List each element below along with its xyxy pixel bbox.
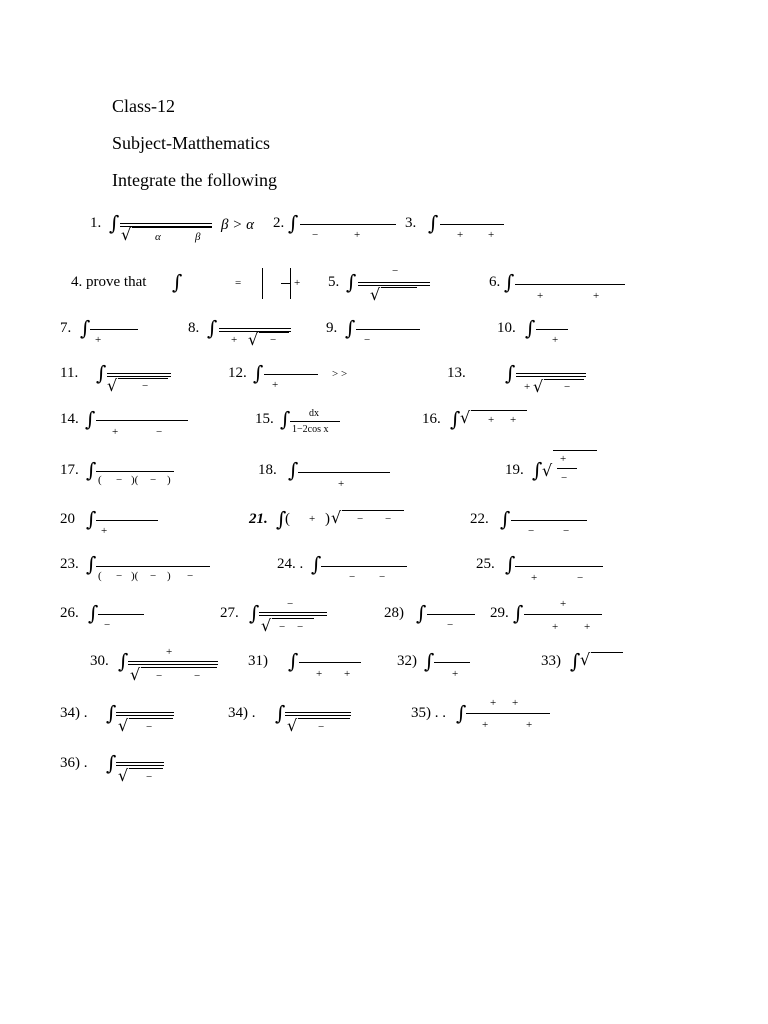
problem-13-minus: − [564, 381, 571, 393]
problem-18-number: 18. [258, 462, 277, 478]
problem-24-number: 24. . [277, 556, 304, 572]
problem-18-fraction-bar [298, 472, 390, 473]
problem-28-integral: ∫ [416, 601, 427, 625]
problem-15-denominator: 1−2cos x [292, 424, 329, 435]
problem-20-plus: + [101, 525, 108, 537]
problem-16-integral: ∫ [450, 407, 461, 431]
problem-19-minus: − [561, 472, 568, 484]
problem-19-plus: + [560, 453, 567, 465]
problem-14-minus: − [156, 426, 163, 438]
problem-11-sqrt: √ [107, 376, 118, 395]
problem-9-minus: − [364, 334, 371, 346]
problem-34a-sqrt: √ [118, 716, 129, 735]
problem-26-integral: ∫ [88, 601, 99, 625]
problem-32-number: 32) [397, 653, 417, 669]
problem-7-integral: ∫ [80, 316, 91, 340]
problem-7-number: 7. [60, 320, 72, 336]
problem-30-sqrt-bar [141, 667, 217, 668]
problem-9-number: 9. [326, 320, 338, 336]
problem-36-sqrt: √ [118, 766, 129, 785]
problem-16-number: 16. [422, 411, 441, 427]
problem-5-sqrt: √ [370, 285, 381, 304]
problem-29-integral: ∫ [513, 601, 524, 625]
class-heading: Class-12 [112, 96, 175, 116]
problem-21-minus-2: − [385, 513, 392, 525]
problem-35-number: 35) . . [411, 705, 446, 721]
problem-31-plus-2: + [344, 668, 351, 680]
problem-34b-sqrt-bar [298, 718, 350, 719]
problem-21-sqrt-bar [342, 510, 404, 511]
problem-32-integral: ∫ [424, 649, 435, 673]
problem-25-minus: − [577, 572, 584, 584]
problem-32-plus: + [452, 668, 459, 680]
problem-17-mid-paren: )( [131, 474, 139, 486]
problem-4-abs-right [290, 268, 291, 299]
problem-1-sqrt: √ [121, 225, 132, 244]
problem-31-plus-1: + [316, 668, 323, 680]
problem-31-fraction-bar [299, 662, 361, 663]
problem-23-integral: ∫ [86, 552, 97, 576]
problem-23-close-paren: ) [167, 570, 171, 582]
problem-25-plus: + [531, 572, 538, 584]
problem-20-integral: ∫ [86, 507, 97, 531]
problem-8-sqrt: √ [248, 330, 259, 349]
problem-29-plus-1: + [552, 621, 559, 633]
problem-21-sqrt: √ [331, 508, 342, 527]
problem-17-fraction-bar [96, 471, 174, 472]
problem-16-plus-2: + [510, 414, 517, 426]
problem-30-fraction-bar [128, 661, 218, 665]
problem-23-mid-paren: )( [131, 570, 139, 582]
problem-36-sqrt-bar [129, 768, 163, 769]
problem-36-number: 36) . [60, 755, 88, 771]
problem-26-minus: − [104, 619, 111, 631]
problem-28-minus: − [447, 619, 454, 631]
problem-29-plus-2: + [584, 621, 591, 633]
problem-19-integral: ∫ [532, 458, 543, 482]
problem-10-fraction-bar [536, 329, 568, 330]
problem-12-condition: > > [332, 368, 348, 380]
problem-34b-integral: ∫ [275, 701, 286, 725]
problem-28-number: 28) [384, 605, 404, 621]
problem-27-integral: ∫ [249, 601, 260, 625]
problem-27-sqrt: √ [261, 616, 272, 635]
problem-10-number: 10. [497, 320, 516, 336]
problem-17-open-paren: ( [98, 474, 102, 486]
problem-17-minus-2: − [150, 474, 157, 486]
problem-5-fraction-bar [358, 282, 430, 286]
problem-11-integral: ∫ [96, 361, 107, 385]
problem-12-plus: + [272, 379, 279, 391]
problem-2-number: 2. [273, 215, 285, 231]
problem-2-minus: − [312, 229, 319, 241]
problem-17-integral: ∫ [86, 458, 97, 482]
problem-7-plus: + [95, 334, 102, 346]
problem-9-integral: ∫ [345, 316, 356, 340]
problem-3-number: 3. [405, 215, 417, 231]
problem-2-plus: + [354, 229, 361, 241]
problem-19-sqrt-bar [553, 450, 597, 451]
problem-21-plus: + [309, 513, 316, 525]
problem-15-fraction-bar [290, 421, 340, 422]
problem-4-equals: = [235, 277, 242, 289]
problem-26-number: 26. [60, 605, 79, 621]
problem-21-minus-1: − [357, 513, 364, 525]
problem-23-minus-1: − [116, 570, 123, 582]
problem-35-plus-1: + [482, 719, 489, 731]
problem-34b-sqrt: √ [287, 716, 298, 735]
problem-13-integral: ∫ [505, 361, 516, 385]
problem-25-integral: ∫ [505, 552, 516, 576]
problem-29-number: 29. [490, 605, 509, 621]
problem-17-number: 17. [60, 462, 79, 478]
problem-8-number: 8. [188, 320, 200, 336]
problem-23-fraction-bar [96, 566, 210, 567]
problem-27-minus-2: − [297, 621, 304, 633]
problem-3-fraction-bar [440, 224, 504, 225]
problem-24-fraction-bar [321, 566, 407, 567]
problem-34a-number: 34) . [60, 705, 88, 721]
problem-36-minus: − [146, 771, 153, 783]
problem-33-sqrt-bar [591, 652, 623, 653]
problem-16-sqrt-bar [471, 410, 527, 411]
problem-23-minus-2: − [150, 570, 157, 582]
problem-15-numerator: dx [309, 408, 319, 419]
problem-22-minus-2: − [563, 525, 570, 537]
problem-28-fraction-bar [427, 614, 475, 615]
problem-6-fraction-bar [515, 284, 625, 285]
problem-32-fraction-bar [434, 662, 470, 663]
problem-5-sqrt-bar [381, 287, 417, 288]
problem-23-number: 23. [60, 556, 79, 572]
problem-30-plus-top: + [166, 646, 173, 658]
problem-11-sqrt-bar [118, 378, 168, 379]
problem-3-plus-2: + [488, 229, 495, 241]
subject-heading: Subject-Matthematics [112, 133, 270, 153]
problem-6-plus-2: + [593, 290, 600, 302]
problem-30-sqrt: √ [130, 665, 141, 684]
problem-25-number: 25. [476, 556, 495, 572]
problem-22-fraction-bar [511, 520, 587, 521]
problem-31-number: 31) [248, 653, 268, 669]
problem-34b-number: 34) . [228, 705, 256, 721]
problem-23-open-paren: ( [98, 570, 102, 582]
problem-17-close-paren: ) [167, 474, 171, 486]
instruction-heading: Integrate the following [112, 170, 277, 190]
problem-11-minus: − [142, 380, 149, 392]
problem-19-sqrt: √ [542, 461, 553, 480]
problem-5-number: 5. [328, 274, 340, 290]
problem-8-plus: + [231, 334, 238, 346]
problem-12-number: 12. [228, 365, 247, 381]
problem-14-plus: + [112, 426, 119, 438]
problem-33-sqrt: √ [580, 650, 591, 669]
problem-34a-minus: − [146, 721, 153, 733]
problem-23-minus-3: − [187, 570, 194, 582]
problem-4-integral: ∫ [172, 270, 183, 294]
problem-21-close-paren: ) [325, 511, 330, 527]
problem-22-number: 22. [470, 511, 489, 527]
problem-7-fraction-bar [90, 329, 138, 330]
problem-6-plus-1: + [537, 290, 544, 302]
problem-14-fraction-bar [96, 420, 188, 421]
problem-8-sqrt-bar [259, 332, 289, 333]
problem-21-open-paren: ( [285, 511, 290, 527]
problem-19-fraction-bar [557, 468, 577, 469]
problem-8-integral: ∫ [207, 316, 218, 340]
problem-27-minus-1: − [279, 621, 286, 633]
problem-34a-sqrt-bar [129, 718, 173, 719]
problem-13-plus: + [524, 381, 531, 393]
problem-5-minus: − [392, 265, 399, 277]
problem-8-minus: − [270, 334, 277, 346]
problem-27-minus-top: − [287, 598, 294, 610]
problem-34a-integral: ∫ [106, 701, 117, 725]
problem-20-fraction-bar [96, 520, 158, 521]
problem-30-minus-2: − [194, 670, 201, 682]
problem-1-integral: ∫ [109, 211, 120, 235]
problem-22-integral: ∫ [500, 507, 511, 531]
problem-14-integral: ∫ [85, 407, 96, 431]
problem-17-minus-1: − [116, 474, 123, 486]
problem-30-minus-1: − [156, 670, 163, 682]
problem-20-number: 20 [60, 511, 75, 527]
problem-13-sqrt-bar [544, 379, 584, 380]
problem-30-number: 30. [90, 653, 109, 669]
problem-36-integral: ∫ [106, 751, 117, 775]
problem-13-fraction-bar [516, 373, 586, 377]
problem-35-fraction-bar [466, 713, 550, 714]
problem-13-sqrt: √ [533, 377, 544, 396]
problem-1-sqrt-bar [132, 227, 212, 228]
problem-21-number: 21. [249, 511, 268, 527]
problem-27-number: 27. [220, 605, 239, 621]
problem-3-plus-1: + [457, 229, 464, 241]
problem-16-sqrt: √ [460, 408, 471, 427]
problem-1-condition: β > α [221, 217, 254, 233]
problem-10-plus: + [552, 334, 559, 346]
problem-35-plus-2: + [526, 719, 533, 731]
problem-34b-minus: − [318, 721, 325, 733]
problem-6-integral: ∫ [504, 270, 515, 294]
problem-33-number: 33) [541, 653, 561, 669]
problem-29-fraction-bar [524, 614, 602, 615]
problem-1-beta: β [195, 231, 201, 243]
problem-11-number: 11. [60, 365, 79, 381]
problem-26-fraction-bar [98, 614, 144, 615]
problem-4-mini-bar [281, 283, 290, 284]
problem-4-label: 4. prove that [71, 274, 147, 290]
problem-29-plus-top: + [560, 598, 567, 610]
problem-19-number: 19. [505, 462, 524, 478]
problem-2-integral: ∫ [288, 211, 299, 235]
problem-18-integral: ∫ [288, 458, 299, 482]
problem-35-plus-top-1: + [490, 697, 497, 709]
problem-3-integral: ∫ [428, 211, 439, 235]
problem-6-number: 6. [489, 274, 501, 290]
problem-18-plus: + [338, 478, 345, 490]
problem-25-fraction-bar [515, 566, 603, 567]
problem-12-integral: ∫ [253, 361, 264, 385]
problem-15-integral: ∫ [280, 407, 291, 431]
problem-35-integral: ∫ [456, 701, 467, 725]
problem-24-minus-2: − [379, 571, 386, 583]
problem-21-integral: ∫ [276, 507, 287, 531]
problem-31-integral: ∫ [288, 649, 299, 673]
problem-10-integral: ∫ [525, 316, 536, 340]
problem-1-number: 1. [90, 215, 102, 231]
problem-27-sqrt-bar [272, 618, 314, 619]
problem-1-alpha: α [155, 231, 161, 243]
problem-4-abs-left [262, 268, 263, 299]
problem-5-integral: ∫ [346, 270, 357, 294]
problem-33-integral: ∫ [570, 649, 581, 673]
problem-16-plus-1: + [488, 414, 495, 426]
problem-2-fraction-bar [300, 224, 396, 225]
problem-13-number: 13. [447, 365, 466, 381]
problem-24-integral: ∫ [311, 552, 322, 576]
problem-4-plus: + [294, 277, 301, 289]
problem-35-plus-top-2: + [512, 697, 519, 709]
problem-12-fraction-bar [264, 374, 318, 375]
problem-14-number: 14. [60, 411, 79, 427]
problem-30-integral: ∫ [118, 649, 129, 673]
problem-24-minus-1: − [349, 571, 356, 583]
problem-22-minus-1: − [528, 525, 535, 537]
problem-9-fraction-bar [356, 329, 420, 330]
problem-15-number: 15. [255, 411, 274, 427]
